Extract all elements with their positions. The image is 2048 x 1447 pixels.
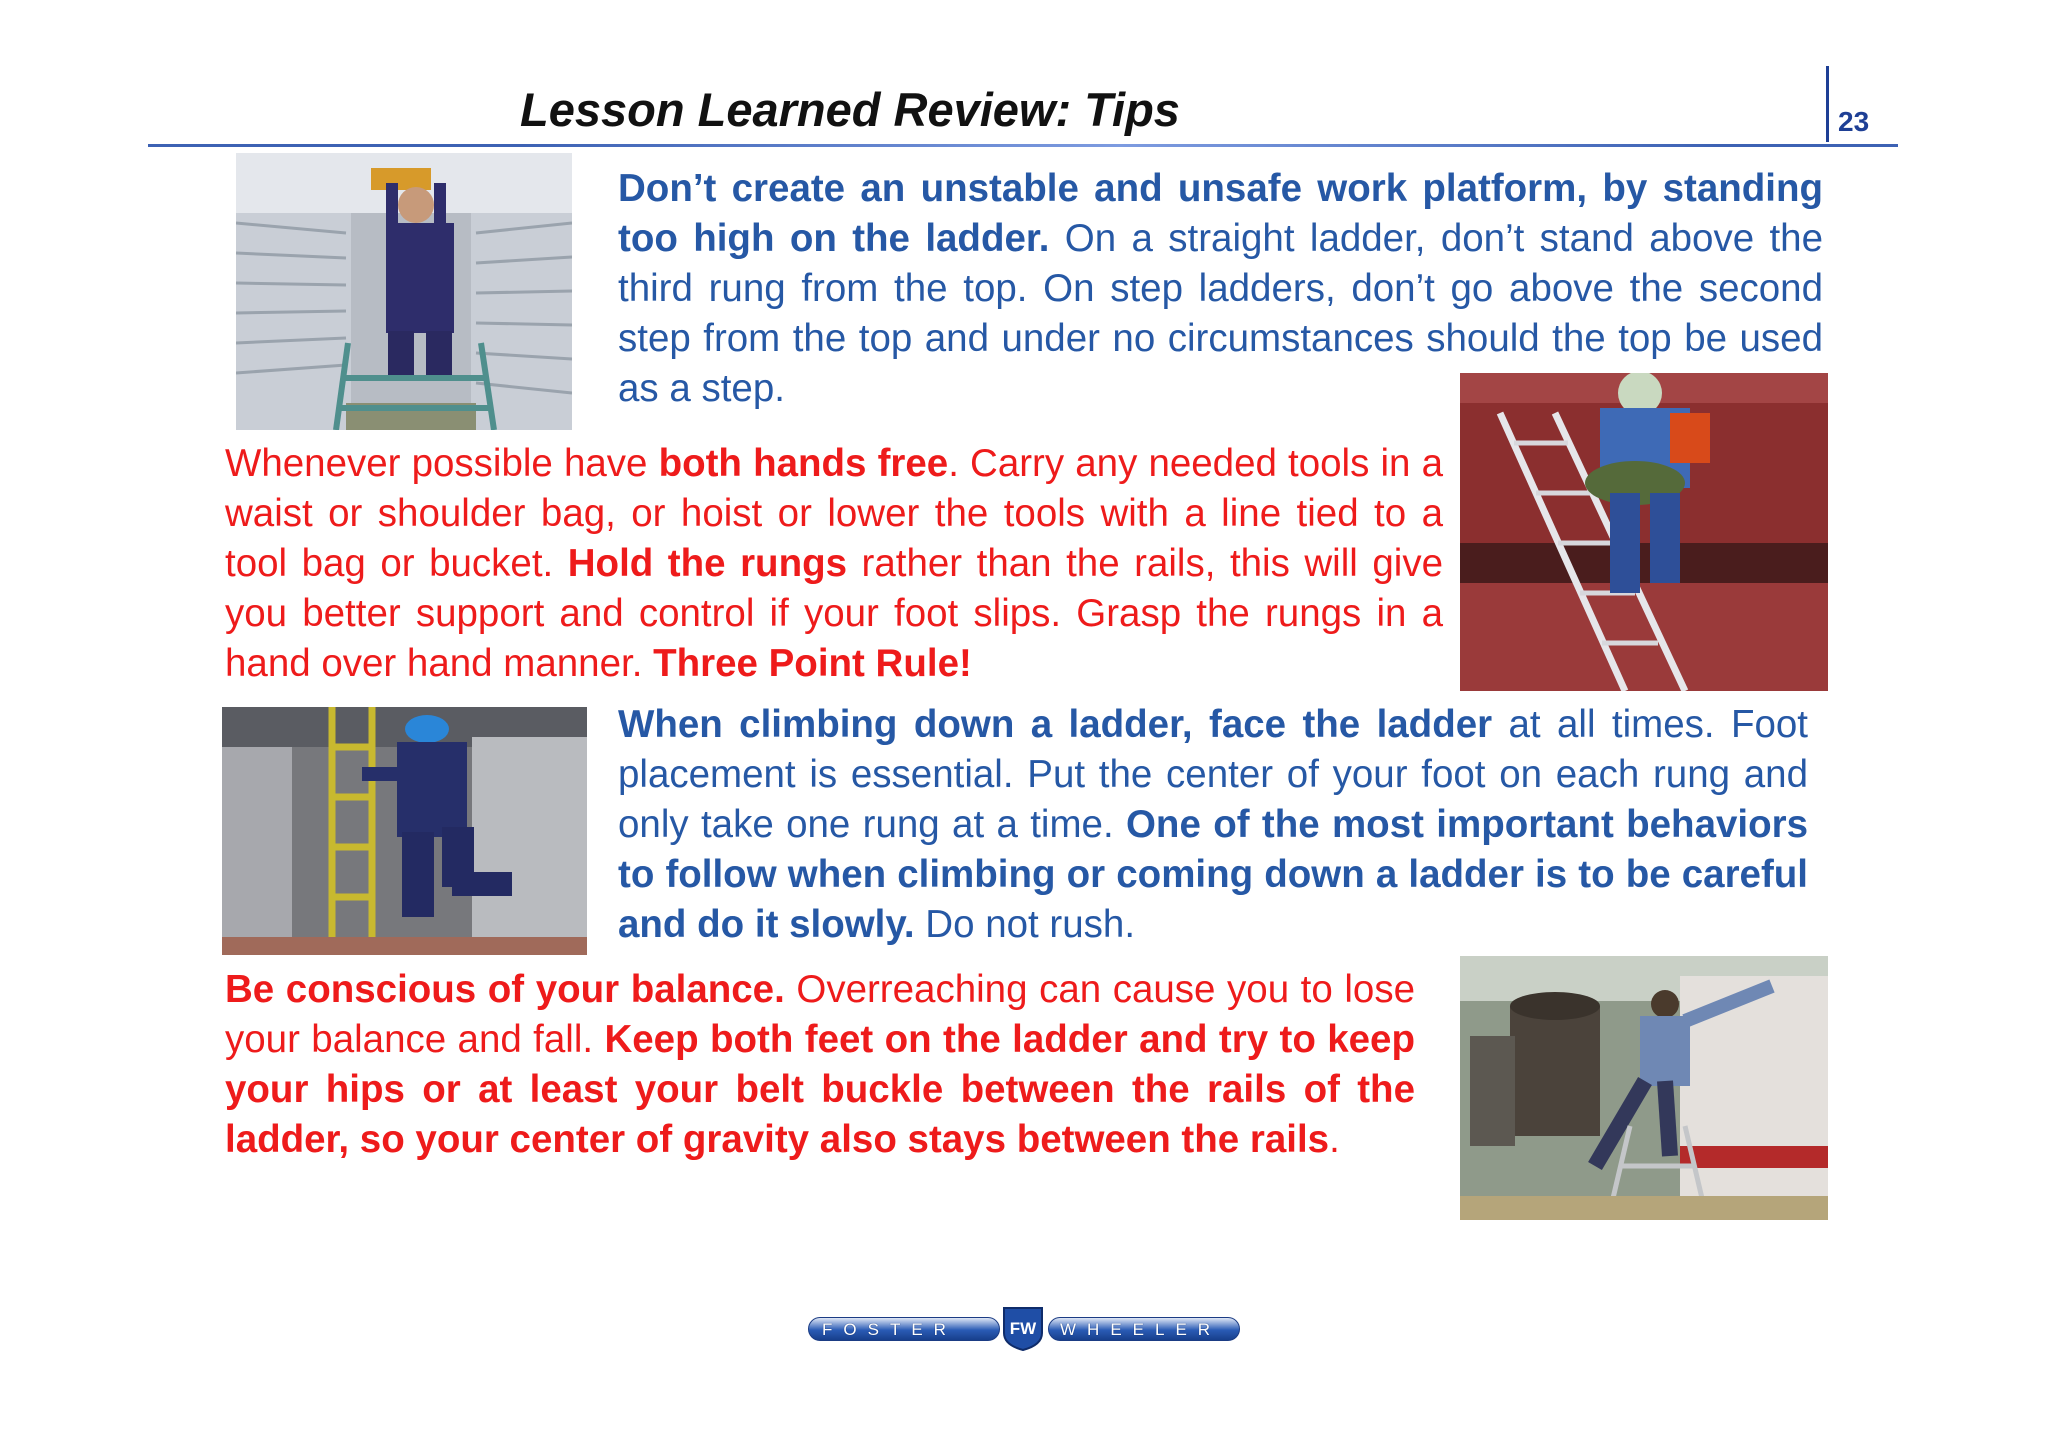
title-underline-accent: [520, 144, 1720, 147]
tip-balance-text1: Overreaching can cause you to lose your balance and fall.: [225, 968, 1415, 1061]
tip-hands-free-text1: Whenever possible have: [225, 442, 659, 485]
tip-face-ladder-text1: at all times. Foot placement is essential. Put the center of your foot on each rung and only take one rung at a time.: [618, 703, 1808, 846]
logo-mark-text: FW: [1009, 1319, 1037, 1338]
logo-shield-icon: [1000, 1305, 1046, 1351]
foster-wheeler-logo: [808, 1305, 1240, 1351]
tip-balance-text2: .: [1329, 1118, 1340, 1161]
tip-work-platform-bold: Don’t create an unstable and unsafe work platform, by standing too high on the ladder.: [618, 167, 1823, 260]
tip-hands-free-text3: rather than the rails, this will give you better support and control if your foot slips. Grasp the rungs in a hand over hand manner.: [225, 542, 1443, 685]
tip-hands-free-bold1: both hands free: [658, 442, 949, 485]
tip-face-ladder: [618, 700, 1808, 950]
tip-balance-bold2: Keep both feet on the ladder and try to keep your hips or at least your belt buckle between the rails of the ladder, so your center of gravity also stays between the rails: [225, 1018, 1415, 1161]
logo-word-right: WHEELER: [1060, 1320, 1222, 1339]
tip-work-platform-text: On a straight ladder, don’t stand above the third rung from the top. On step ladders, don’t go above the second step from the top and under no circumstances should the top be used as a step.: [618, 217, 1823, 410]
photo-worker-overreaching: [1460, 956, 1828, 1220]
tip-face-ladder-bold1: When climbing down a ladder, face the ladder: [618, 703, 1493, 746]
tip-face-ladder-text2: Do not rush.: [914, 903, 1136, 946]
photo-worker-on-step-ladder: [236, 153, 572, 430]
tip-balance: [225, 965, 1415, 1165]
tip-hands-free-bold3: Three Point Rule!: [653, 642, 972, 685]
tip-hands-free-bold2: Hold the rungs: [567, 542, 848, 585]
tip-hands-free: [225, 439, 1443, 689]
page-title: Lesson Learned Review: Tips: [520, 83, 1180, 136]
tip-hands-free-text2: . Carry any needed tools in a waist or shoulder bag, or hoist or lower the tools with a line tied to a tool bag or bucket.: [225, 442, 1443, 585]
photo-worker-climbing-down: [222, 707, 587, 955]
logo-word-left: FOSTER: [822, 1320, 957, 1339]
page-number-divider: [1826, 66, 1829, 142]
tip-face-ladder-bold2: One of the most important behaviors to follow when climbing or coming down a ladder is to be careful and do it slowly.: [618, 803, 1808, 946]
tip-balance-bold1: Be conscious of your balance.: [225, 968, 785, 1011]
page-number: 23: [1838, 106, 1870, 137]
photo-worker-climbing-ladder: [1460, 373, 1828, 691]
